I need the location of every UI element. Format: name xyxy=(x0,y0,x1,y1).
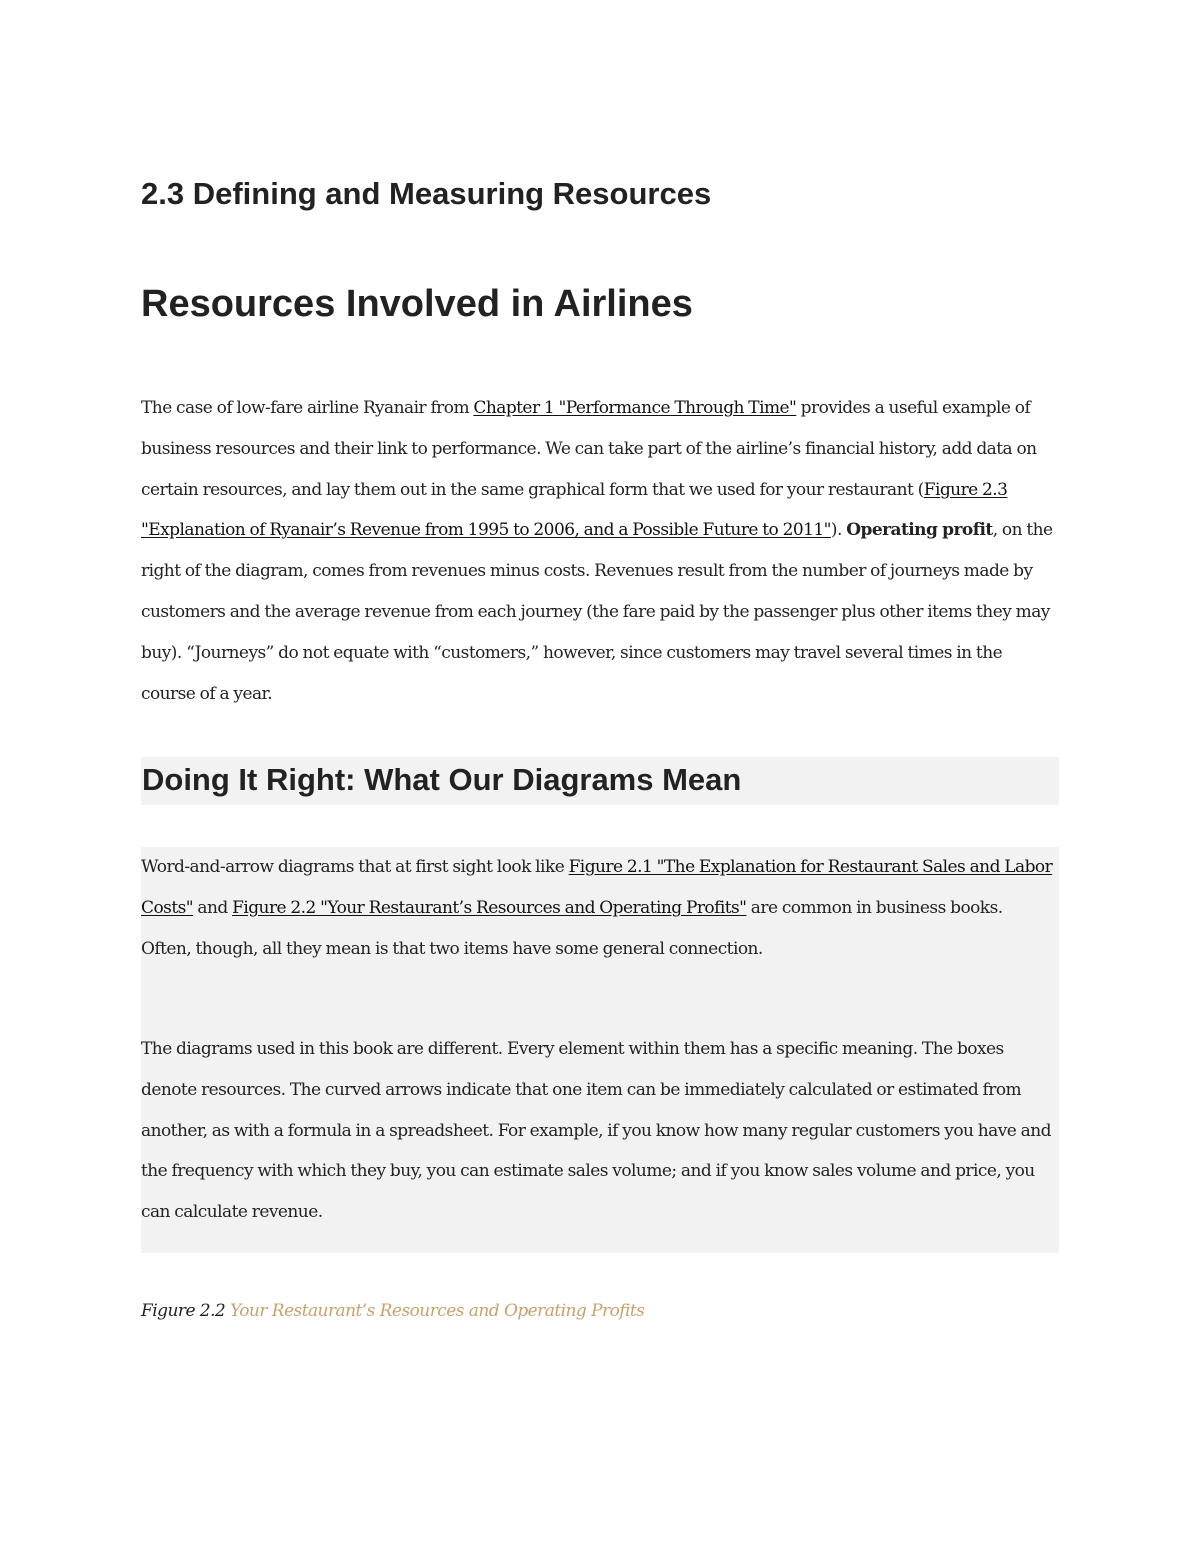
callout-paragraph-1 xyxy=(141,847,1053,969)
figure-caption-label: Figure 2.2 xyxy=(141,1301,231,1321)
operating-profit-term: Operating profit xyxy=(846,520,993,541)
callout-heading-box xyxy=(141,757,1059,805)
figure-caption xyxy=(141,1301,644,1321)
intro-text-2: provides a useful example of business resources and their link to performance. We can take part of the airline’s financial history, add data on certain resources, and lay them out in the same graphical form that we used for your restaurant ( xyxy=(141,398,1037,500)
callout-p1-text-1: Word-and-arrow diagrams that at first sight look like xyxy=(141,857,569,877)
figure-caption-title: Your Restaurant’s Resources and Operating Profits xyxy=(230,1301,645,1321)
callout-paragraph-2: The diagrams used in this book are different. Every element within them has a specific meaning. The boxes denote resources. The curved arrows indicate that one item can be immediately calculated or estimated from another, as with a formula in a spreadsheet. For example, if you know how many regular customers you have and the frequency with which they buy, you can estimate sales volume; and if you know sales volume and price, you can calculate revenue. xyxy=(141,1039,1051,1223)
callout-p1-text-3: are common in business books. Often, though, all they mean is that two items have some general connection. xyxy=(141,897,1003,959)
chapter-1-link[interactable]: Chapter 1 "Performance Through Time" xyxy=(473,398,797,418)
main-heading: Resources Involved in Airlines xyxy=(141,283,693,325)
intro-text-1: The case of low-fare airline Ryanair from xyxy=(141,398,474,418)
section-title: 2.3 Defining and Measuring Resources xyxy=(141,176,712,211)
figure-2-3-link[interactable]: Figure 2.3 "Explanation of Ryanair’s Revenue from 1995 to 2006, and a Possible Future to 2011" xyxy=(141,479,1008,541)
callout-heading: Doing It Right: What Our Diagrams Mean xyxy=(142,762,742,797)
figure-2-2-link[interactable]: Figure 2.2 "Your Restaurant’s Resources and Operating Profits" xyxy=(232,897,747,918)
callout-p1-text-2: and xyxy=(193,897,233,918)
figure-2-1-link[interactable]: Figure 2.1 "The Explanation for Restaurant Sales and Labor Costs" xyxy=(141,857,1053,918)
callout-body xyxy=(141,847,1059,1253)
intro-paragraph xyxy=(141,388,1059,714)
intro-text-4: , on the right of the diagram, comes from revenues minus costs. Revenues result from the number of journeys made by customers and the average revenue from each journey (the fare paid by the passenger plus other items they may buy). “Journeys” do not equate with “customers,” however, since customers may travel several times in the course of a year. xyxy=(141,520,1053,704)
intro-text-3: ). xyxy=(830,520,847,541)
